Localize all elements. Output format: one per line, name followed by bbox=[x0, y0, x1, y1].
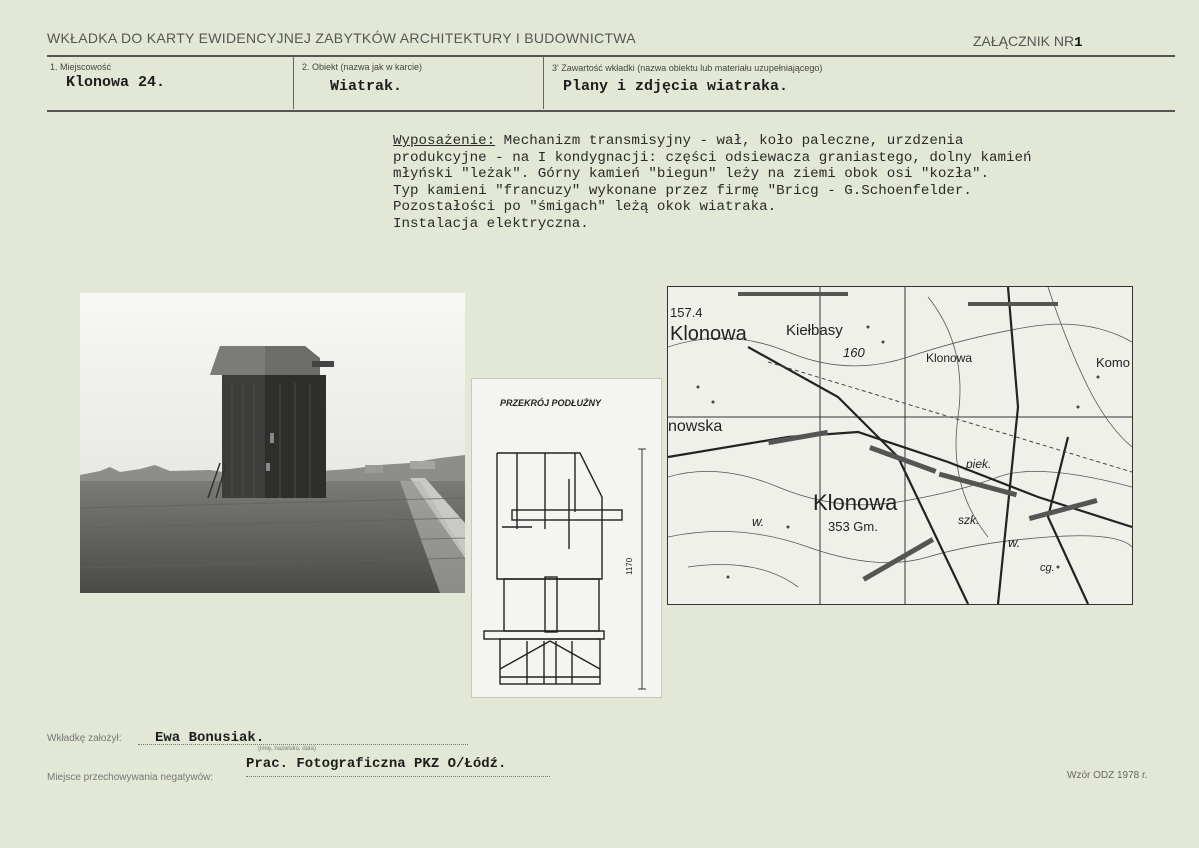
field-3-label: 3' Zawartość wkładki (nazwa obiektu lub materiału uzupełniającego) bbox=[552, 63, 823, 73]
location-map bbox=[667, 286, 1133, 605]
section-title: PRZEKRÓJ PODŁUŻNY bbox=[500, 398, 602, 408]
map-label-kielbasy: Kiełbasy bbox=[786, 322, 843, 339]
windmill-photo-image bbox=[80, 293, 465, 593]
field-1-label: 1. Miejscowość bbox=[50, 62, 112, 72]
map-elevation-2: 160 bbox=[843, 345, 865, 360]
map-label-w-1: w. bbox=[752, 514, 765, 529]
map-label-klonowa-2: Klonowa bbox=[926, 351, 973, 365]
negatives-value: Prac. Fotograficzna PKZ O/Łódź. bbox=[246, 756, 507, 772]
map-label-szk: szk. bbox=[958, 513, 980, 527]
map-label-klonowa-main: Klonowa bbox=[813, 490, 898, 515]
field-1-value: Klonowa 24. bbox=[66, 74, 166, 91]
founder-line bbox=[138, 744, 468, 745]
field-divider-1 bbox=[293, 57, 294, 109]
longitudinal-section bbox=[471, 378, 662, 698]
map-label-komo: Komo bbox=[1096, 355, 1130, 370]
founder-label: Wkładkę założył: bbox=[47, 733, 122, 744]
map-label-w-2: w. bbox=[1008, 535, 1021, 550]
field-2-value: Wiatrak. bbox=[330, 78, 403, 95]
equipment-label: Wyposażenie: bbox=[393, 133, 496, 149]
template-code: Wzór ODZ 1978 r. bbox=[1067, 770, 1148, 781]
fields-rule bbox=[47, 110, 1175, 112]
section-drawing bbox=[472, 379, 661, 697]
windmill-photo bbox=[80, 293, 465, 593]
map-label-piek: piek. bbox=[966, 457, 992, 471]
annex-number: 1 bbox=[1074, 35, 1083, 51]
map-label-cg: cg. bbox=[1040, 562, 1055, 574]
map-label-nowska: nowska bbox=[668, 418, 723, 435]
founder-value: Ewa Bonusiak. bbox=[155, 730, 265, 746]
equipment-description: Wyposażenie: Mechanizm transmisyjny - wał, koło paleczne, urzdzenia produkcyjne - na I kondygnacji: części odsiewacza graniastego, dolny kamień młyński "leżak". Górny kamień "biegun" leży na ziemi obok osi "kozła". Typ kamieni "francuzy" wykonane przez firmę "Bricg - G.Schoenfelder. Pozostałości po "śmigach" leżą okok wiatraka. Instalacja elektryczna. bbox=[393, 133, 1032, 232]
field-divider-2 bbox=[543, 57, 544, 109]
negatives-line bbox=[246, 776, 550, 777]
map-label-klonowa-1: Klonowa bbox=[670, 323, 747, 345]
form-title: WKŁADKA DO KARTY EWIDENCYJNEJ ZABYTKÓW ARCHITEKTURY I BUDOWNICTWA bbox=[47, 30, 636, 46]
field-3-value: Plany i zdjęcia wiatraka. bbox=[563, 78, 789, 95]
map-elevation-1: 157.4 bbox=[670, 305, 703, 320]
map-label-gm: 353 Gm. bbox=[828, 519, 878, 534]
header-rule bbox=[47, 55, 1175, 57]
founder-hint: (imię, nazwisko, data) bbox=[258, 746, 317, 752]
field-2-label: 2. Obiekt (nazwa jak w karcie) bbox=[302, 62, 423, 72]
annex-label: ZAŁĄCZNIK NR1 bbox=[973, 33, 1083, 51]
section-dimension: 1170 bbox=[625, 557, 634, 575]
negatives-label: Miejsce przechowywania negatywów: bbox=[47, 772, 214, 783]
